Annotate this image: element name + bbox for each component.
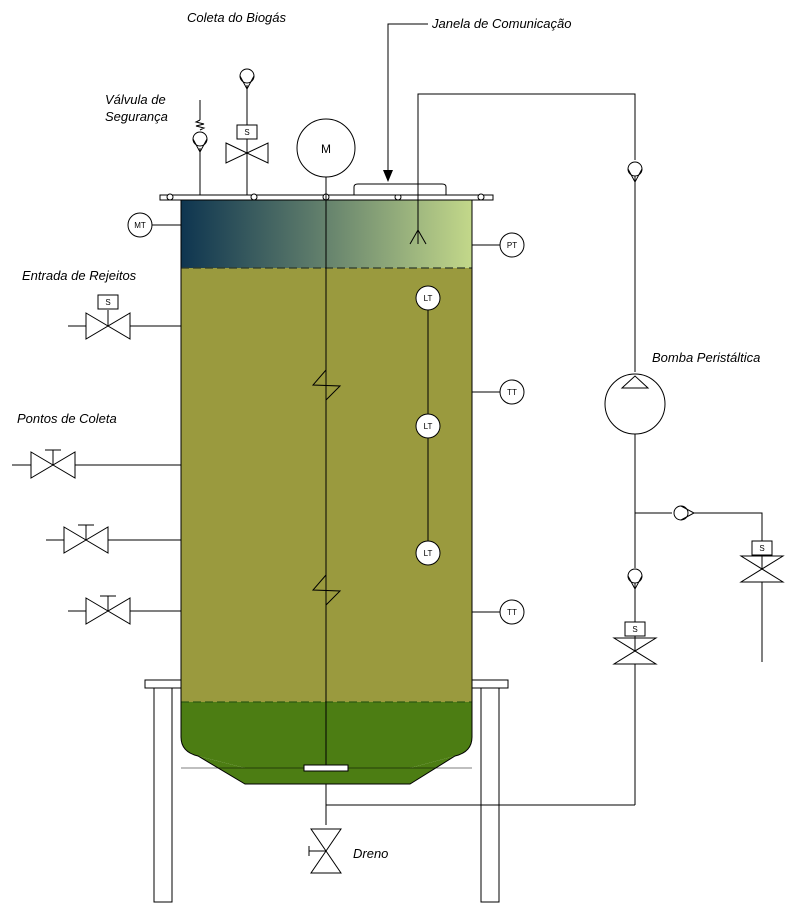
mt-label: MT bbox=[134, 221, 146, 230]
solenoid-label-biogas: S bbox=[244, 128, 250, 137]
communication-window bbox=[354, 184, 446, 195]
label-biogas: Coleta do Biogás bbox=[187, 10, 287, 25]
lt-label-bot: LT bbox=[423, 549, 433, 558]
solenoid-label-pump: S bbox=[632, 625, 638, 634]
sampling-valve-2 bbox=[46, 525, 181, 553]
sampling-valve-1 bbox=[12, 450, 181, 478]
label-drain: Dreno bbox=[353, 846, 389, 861]
label-pump: Bomba Peristáltica bbox=[652, 350, 761, 365]
lt-label-top: LT bbox=[423, 294, 433, 303]
drain-valve bbox=[309, 805, 341, 873]
label-sampling: Pontos de Coleta bbox=[17, 411, 117, 426]
waste-inlet-line bbox=[68, 295, 181, 339]
tt-label-top: TT bbox=[507, 388, 517, 397]
label-safety-2: Segurança bbox=[105, 109, 168, 124]
lt-label-mid: LT bbox=[423, 422, 433, 431]
pt-label: PT bbox=[506, 241, 518, 250]
label-safety-1: Válvula de bbox=[105, 92, 166, 107]
tt-label-bot: TT bbox=[507, 608, 517, 617]
sampling-valve-3 bbox=[68, 596, 181, 624]
label-waste-inlet: Entrada de Rejeitos bbox=[22, 268, 137, 283]
solenoid-label-branch: S bbox=[759, 544, 765, 553]
window-pointer bbox=[383, 24, 428, 182]
solenoid-label-inlet: S bbox=[105, 298, 111, 307]
label-window: Janela de Comunicação bbox=[432, 16, 572, 31]
safety-valve bbox=[193, 100, 207, 195]
motor-label: M bbox=[321, 142, 331, 156]
